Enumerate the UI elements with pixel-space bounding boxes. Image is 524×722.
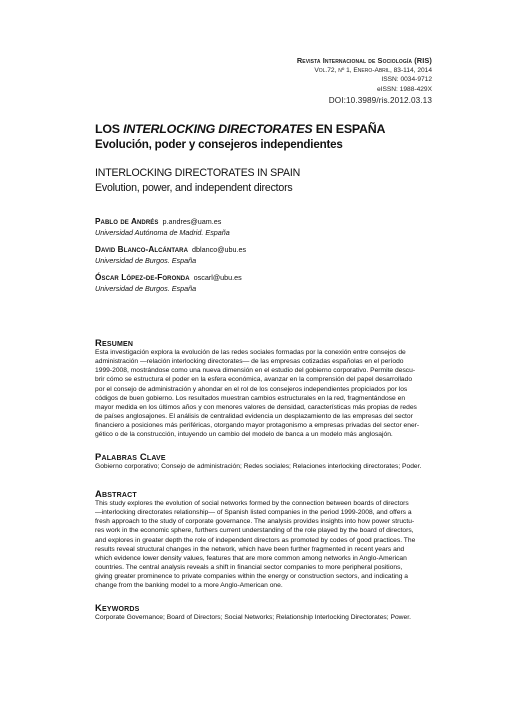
subtitle-spanish: Evolución, poder y consejeros independientes: [95, 138, 343, 151]
journal-issn: ISSN: 0034-9712: [381, 76, 432, 84]
abstract-line: —interlocking directorates relationship— of Spanish listed companies in the period 1999-2008, and offers a: [95, 509, 412, 517]
abstract-line: res work in the economic sphere, furthers current understanding of the role played by the board of directors,: [95, 527, 414, 535]
abstract-line: change from the banking model to a more Anglo-American one.: [95, 582, 283, 590]
author-email[interactable]: oscarl@ubu.es: [193, 273, 242, 282]
subtitle-english: Evolution, power, and independent directors: [95, 182, 293, 194]
palabras-clave-heading: Palabras Clave: [95, 451, 166, 462]
resumen-line: por el consejo de administración y ahondar en el rol de los consejeros independientes propiciados por los: [95, 385, 408, 393]
keywords-section: [95, 602, 430, 622]
author-entry: [95, 273, 435, 294]
author-email[interactable]: p.andres@uam.es: [162, 217, 222, 226]
authors-block: [95, 217, 435, 301]
resumen-line: códigos de buen gobierno. Los resultados muestran cambios estructurales en la red, fragmentándose en: [95, 394, 406, 402]
author-affiliation: Universidad de Burgos. España: [95, 256, 197, 265]
title-es-part2: EN ESPAÑA: [312, 122, 386, 136]
journal-doi: DOI:10.3989/ris.2012.03.13: [328, 96, 432, 106]
keywords-text: Corporate Governance; Board of Directors; Social Networks; Relationship Interlocking Directorates; Power.: [95, 614, 411, 621]
abstract-line: results reveal structural changes in the network, which have been further fragmented in recent years and: [95, 545, 405, 553]
palabras-clave-text: Gobierno corporativo; Consejo de administración; Redes sociales; Relaciones interlocking directorates; Poder.: [95, 463, 422, 470]
author-entry: [95, 217, 435, 238]
abstract-line: This study explores the evolution of social networks formed by the connection between boards of directors: [95, 500, 409, 507]
author-affiliation: Universidad de Burgos. España: [95, 284, 197, 293]
resumen-section: [95, 337, 430, 440]
author-entry: [95, 245, 435, 266]
resumen-heading: Resumen: [95, 337, 134, 348]
abstract-line: giving greater prominence to private companies within the energy or construction sectors, and indicating a: [95, 573, 408, 581]
author-name: Pablo de Andrés: [95, 217, 159, 226]
journal-volume: Vol.72, nº 1, Enero-Abril, 83-114, 2014: [314, 66, 432, 74]
resumen-line: gético o de la construcción, intuyendo un cambio del modelo de banca a un modelo más anglosajón.: [95, 431, 393, 439]
abstract-heading: Abstract: [95, 488, 137, 499]
resumen-line: de países anglosajones. El análisis de centralidad evidencia un desplazamiento de las empresas del sector: [95, 413, 413, 421]
author-name: David Blanco-Alcántara: [95, 245, 189, 254]
title-es-italic: INTERLOCKING DIRECTORATES: [123, 122, 313, 136]
abstract-section: [95, 488, 430, 591]
abstract-line: which evidence lower density values, features that are more common among networks in Anglo-American: [95, 554, 407, 562]
resumen-line: administración —relación interlocking directorates— de las empresas cotizadas españolas en el período: [95, 358, 404, 366]
title-spanish: [95, 121, 435, 137]
abstract-line: and explores in greater depth the role of independent directors as promoted by codes of good practices. The: [95, 536, 416, 544]
title-block: [95, 121, 435, 195]
abstract-body: [95, 499, 430, 591]
abstract-line: fresh approach to the study of corporate governance. The analysis provides insights into how power structu-: [95, 518, 415, 526]
abstract-line: countries. The central analysis reveals a shift in financial sector companies to more peripheral positions,: [95, 564, 403, 572]
resumen-line: financiero a posiciones más periféricas, otorgando mayor protagonismo a empresas privadas del sector ener-: [95, 422, 420, 430]
keywords-heading: Keywords: [95, 602, 140, 613]
author-email[interactable]: dblanco@ubu.es: [192, 245, 247, 254]
resumen-line: mayor medida en los últimos años y con menores valores de densidad, características más propias de redes: [95, 403, 417, 411]
title-english: INTERLOCKING DIRECTORATES IN SPAIN: [95, 167, 301, 179]
author-name: Óscar López-de-Foronda: [95, 273, 190, 282]
resumen-line: Esta investigación explora la evolución de las redes sociales formadas por la conexión entre consejos de: [95, 349, 406, 356]
resumen-line: 1999-2008, mostrándose como una nueva dimensión en el estudio del gobierno corporativo. Permite descu-: [95, 367, 416, 375]
author-affiliation: Universidad Autónoma de Madrid. España: [95, 228, 230, 237]
journal-eissn: eISSN: 1988-429X: [377, 85, 432, 93]
palabras-clave-section: [95, 451, 430, 471]
title-es-part1: LOS: [95, 122, 124, 136]
journal-header: [297, 56, 432, 106]
journal-name: Revista Internacional de Sociología (RIS): [296, 56, 432, 65]
resumen-line: brir cómo se estructura el poder en la esfera económica, avanzar en la comprensión del papel desarrollado: [95, 376, 413, 384]
resumen-body: [95, 348, 430, 440]
